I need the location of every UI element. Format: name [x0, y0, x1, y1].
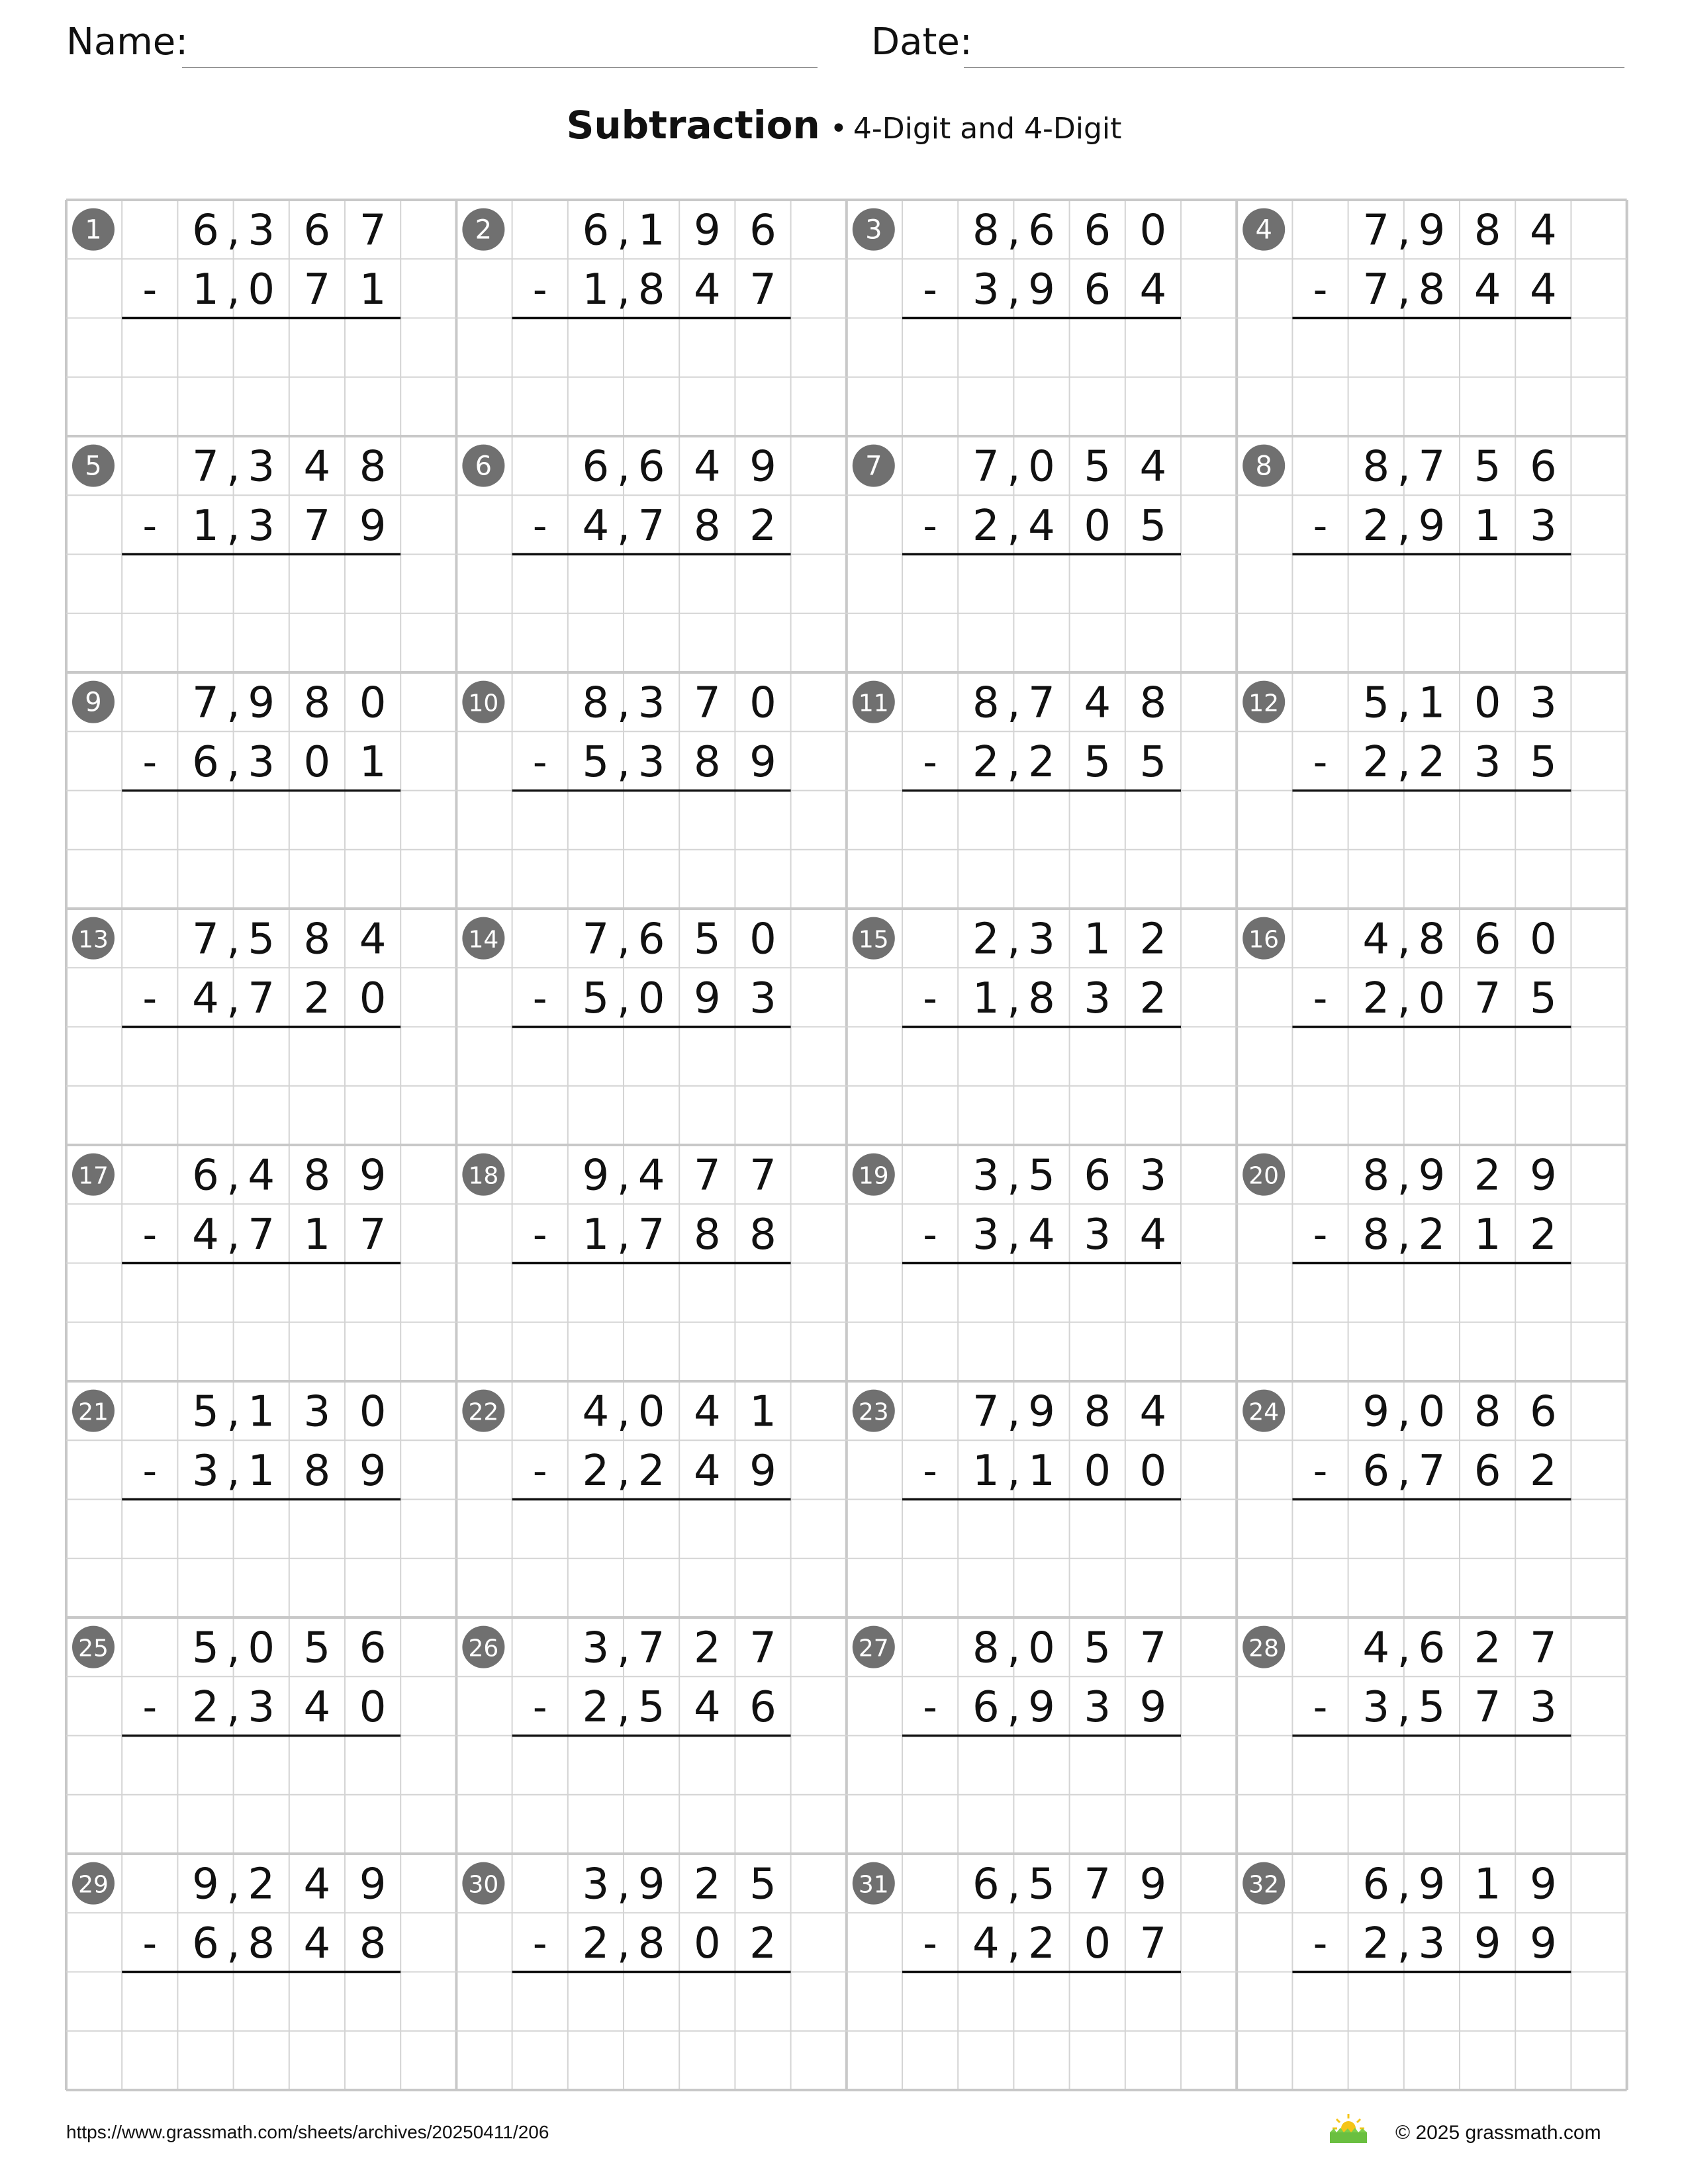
thousands-separator: ,	[616, 501, 631, 551]
thousands-separator: ,	[226, 1919, 240, 1968]
footer-url[interactable]: https://www.grassmath.com/sheets/archives/20250411/206	[66, 2122, 549, 2142]
minus-sign: -	[532, 1684, 547, 1731]
subtrahend: 2 0 7 5	[1362, 974, 1557, 1023]
minus-sign: -	[1313, 502, 1328, 549]
minus-sign: -	[532, 1447, 547, 1494]
thousands-separator: ,	[616, 206, 631, 255]
minuend: 4 0 4 1	[582, 1387, 776, 1437]
minus-sign: -	[1313, 1447, 1328, 1494]
minus-sign: -	[142, 1211, 158, 1258]
minus-sign: -	[532, 502, 547, 549]
subtrahend: 6 8 4 8	[192, 1919, 387, 1968]
minuend: 8 3 7 0	[582, 678, 776, 728]
subtrahend: 1 1 0 0	[972, 1446, 1167, 1496]
minuend: 5 0 5 6	[192, 1623, 387, 1673]
problem-number: 7	[865, 451, 882, 482]
problem-number: 18	[468, 1162, 499, 1190]
thousands-separator: ,	[616, 1446, 631, 1496]
minus-sign: -	[923, 266, 937, 313]
problem-number: 25	[78, 1635, 109, 1662]
title-bullet: •	[829, 112, 847, 146]
problem-number: 31	[858, 1871, 889, 1899]
problem-number: 10	[468, 690, 499, 717]
thousands-separator: ,	[226, 1151, 240, 1201]
problem-number: 22	[468, 1398, 499, 1426]
minus-sign: -	[142, 739, 158, 786]
title-main: Subtraction	[566, 103, 820, 148]
minus-sign: -	[923, 502, 937, 549]
thousands-separator: ,	[226, 265, 240, 314]
thousands-separator: ,	[1007, 1151, 1021, 1201]
minuend: 7 9 8 0	[192, 678, 387, 728]
thousands-separator: ,	[1007, 206, 1021, 255]
subtrahend: 6 3 0 1	[192, 737, 387, 787]
problem-number: 13	[78, 926, 109, 954]
subtrahend: 3 1 8 9	[192, 1446, 387, 1496]
subtrahend: 1 3 7 9	[192, 501, 387, 551]
thousands-separator: ,	[1007, 442, 1021, 492]
minuend: 6 6 4 9	[582, 442, 776, 492]
subtrahend: 2 3 9 9	[1362, 1919, 1557, 1968]
minuend: 8 9 2 9	[1362, 1151, 1557, 1201]
thousands-separator: ,	[1397, 1387, 1411, 1437]
subtrahend: 2 2 5 5	[972, 737, 1167, 787]
thousands-separator: ,	[1007, 1446, 1021, 1496]
thousands-separator: ,	[1007, 1919, 1021, 1968]
thousands-separator: ,	[1007, 915, 1021, 964]
problem-number: 2	[475, 214, 492, 246]
problem-number: 3	[865, 214, 882, 246]
minuend: 3 9 2 5	[582, 1860, 776, 1909]
subtrahend: 2 4 0 5	[972, 501, 1167, 551]
thousands-separator: ,	[226, 915, 240, 964]
subtrahend: 5 3 8 9	[582, 737, 776, 787]
subtrahend: 2 8 0 2	[582, 1919, 776, 1968]
thousands-separator: ,	[1007, 501, 1021, 551]
grass-sun-logo-icon	[1327, 2111, 1370, 2144]
problem-number: 6	[475, 451, 492, 482]
thousands-separator: ,	[616, 1210, 631, 1259]
problem-number: 4	[1255, 214, 1272, 246]
minuend: 6 5 7 9	[972, 1860, 1167, 1909]
subtrahend: 5 0 9 3	[582, 974, 776, 1023]
minus-sign: -	[142, 266, 158, 313]
thousands-separator: ,	[616, 442, 631, 492]
thousands-separator: ,	[1007, 974, 1021, 1023]
footer-copyright: © 2025 grassmath.com	[1395, 2122, 1601, 2144]
thousands-separator: ,	[1007, 1623, 1021, 1673]
minus-sign: -	[142, 1920, 158, 1967]
thousands-separator: ,	[1007, 678, 1021, 728]
thousands-separator: ,	[616, 1860, 631, 1909]
minus-sign: -	[923, 1684, 937, 1731]
problem-number: 15	[858, 926, 889, 954]
title-subtitle: 4-Digit and 4-Digit	[853, 112, 1122, 146]
thousands-separator: ,	[616, 1387, 631, 1437]
thousands-separator: ,	[1397, 1860, 1411, 1909]
minuend: 7 9 8 4	[972, 1387, 1167, 1437]
thousands-separator: ,	[226, 442, 240, 492]
minuend: 4 6 2 7	[1362, 1623, 1557, 1673]
minus-sign: -	[1313, 1684, 1328, 1731]
minuend: 8 7 4 8	[972, 678, 1167, 728]
problem-number: 27	[858, 1635, 889, 1662]
minuend: 5 1 0 3	[1362, 678, 1557, 728]
minuend: 7 0 5 4	[972, 442, 1167, 492]
minuend: 9 0 8 6	[1362, 1387, 1557, 1437]
minuend: 3 5 6 3	[972, 1151, 1167, 1201]
thousands-separator: ,	[1397, 206, 1411, 255]
subtrahend: 2 2 3 5	[1362, 737, 1557, 787]
thousands-separator: ,	[226, 678, 240, 728]
problem-number: 16	[1248, 926, 1280, 954]
problem-number: 11	[858, 690, 889, 717]
thousands-separator: ,	[1397, 974, 1411, 1023]
thousands-separator: ,	[1397, 1919, 1411, 1968]
problem-number: 30	[468, 1871, 499, 1899]
minuend: 8 0 5 7	[972, 1623, 1167, 1673]
subtrahend: 6 9 3 9	[972, 1682, 1167, 1732]
minus-sign: -	[1313, 975, 1328, 1022]
thousands-separator: ,	[1397, 1446, 1411, 1496]
problem-number: 28	[1248, 1635, 1280, 1662]
problem-number: 21	[78, 1398, 109, 1426]
thousands-separator: ,	[1397, 442, 1411, 492]
thousands-separator: ,	[1397, 265, 1411, 314]
thousands-separator: ,	[226, 1210, 240, 1259]
thousands-separator: ,	[226, 1860, 240, 1909]
minus-sign: -	[923, 1920, 937, 1967]
subtrahend: 4 7 1 7	[192, 1210, 387, 1259]
minus-sign: -	[532, 1920, 547, 1967]
subtrahend: 2 9 1 3	[1362, 501, 1557, 551]
minuend: 2 3 1 2	[972, 915, 1167, 964]
minus-sign: -	[1313, 1211, 1328, 1258]
thousands-separator: ,	[1397, 915, 1411, 964]
minus-sign: -	[923, 739, 937, 786]
subtrahend: 7 8 4 4	[1362, 265, 1557, 314]
subtrahend: 4 7 8 2	[582, 501, 776, 551]
thousands-separator: ,	[1007, 1210, 1021, 1259]
minus-sign: -	[1313, 266, 1328, 313]
minus-sign: -	[142, 1684, 158, 1731]
thousands-separator: ,	[226, 737, 240, 787]
thousands-separator: ,	[1007, 1682, 1021, 1732]
minus-sign: -	[532, 975, 547, 1022]
thousands-separator: ,	[1397, 501, 1411, 551]
minuend: 7 9 8 4	[1362, 206, 1557, 255]
thousands-separator: ,	[226, 1446, 240, 1496]
thousands-separator: ,	[616, 1682, 631, 1732]
minus-sign: -	[142, 502, 158, 549]
problem-number: 12	[1248, 690, 1280, 717]
thousands-separator: ,	[1397, 678, 1411, 728]
thousands-separator: ,	[1397, 1682, 1411, 1732]
thousands-separator: ,	[226, 1682, 240, 1732]
minuend: 7 5 8 4	[192, 915, 387, 964]
subtrahend: 1 8 3 2	[972, 974, 1167, 1023]
minus-sign: -	[532, 266, 547, 313]
thousands-separator: ,	[616, 737, 631, 787]
minuend: 6 1 9 6	[582, 206, 776, 255]
subtrahend: 2 3 4 0	[192, 1682, 387, 1732]
thousands-separator: ,	[616, 974, 631, 1023]
minuend: 8 6 6 0	[972, 206, 1167, 255]
subtrahend: 6 7 6 2	[1362, 1446, 1557, 1496]
thousands-separator: ,	[226, 1387, 240, 1437]
grid-lines	[66, 200, 1627, 2090]
thousands-separator: ,	[1007, 265, 1021, 314]
thousands-separator: ,	[1397, 1151, 1411, 1201]
thousands-separator: ,	[616, 1623, 631, 1673]
minuend: 9 4 7 7	[582, 1151, 776, 1201]
minuend: 6 4 8 9	[192, 1151, 387, 1201]
minus-sign: -	[1313, 739, 1328, 786]
thousands-separator: ,	[1397, 737, 1411, 787]
minuend: 9 2 4 9	[192, 1860, 387, 1909]
thousands-separator: ,	[616, 1151, 631, 1201]
minus-sign: -	[142, 1447, 158, 1494]
minuend: 8 7 5 6	[1362, 442, 1557, 492]
subtrahend: 2 2 4 9	[582, 1446, 776, 1496]
problem-number: 9	[85, 687, 102, 718]
thousands-separator: ,	[616, 1919, 631, 1968]
minus-sign: -	[532, 739, 547, 786]
problem-number: 5	[85, 451, 102, 482]
problem-number: 29	[78, 1871, 109, 1899]
thousands-separator: ,	[1397, 1210, 1411, 1259]
subtrahend: 1 0 7 1	[192, 265, 387, 314]
problem-number: 1	[85, 214, 102, 246]
problem-number: 20	[1248, 1162, 1280, 1190]
thousands-separator: ,	[616, 678, 631, 728]
date-label: Date:	[871, 21, 972, 64]
subtrahend: 8 2 1 2	[1362, 1210, 1557, 1259]
thousands-separator: ,	[1397, 1623, 1411, 1673]
minus-sign: -	[923, 975, 937, 1022]
problem-number: 14	[468, 926, 499, 954]
minuend: 7 6 5 0	[582, 915, 776, 964]
minus-sign: -	[142, 975, 158, 1022]
subtrahend: 4 7 2 0	[192, 974, 387, 1023]
subtrahend: 3 4 3 4	[972, 1210, 1167, 1259]
subtrahend: 1 7 8 8	[582, 1210, 776, 1259]
minus-sign: -	[923, 1211, 937, 1258]
thousands-separator: ,	[226, 206, 240, 255]
thousands-separator: ,	[616, 915, 631, 964]
problem-number: 19	[858, 1162, 889, 1190]
subtrahend: 2 5 4 6	[582, 1682, 776, 1732]
minuend: 6 3 6 7	[192, 206, 387, 255]
minuend: 5 1 3 0	[192, 1387, 387, 1437]
problem-number: 26	[468, 1635, 499, 1662]
minuend: 4 8 6 0	[1362, 915, 1557, 964]
minus-sign: -	[923, 1447, 937, 1494]
subtrahend: 3 5 7 3	[1362, 1682, 1557, 1732]
problem-number: 17	[78, 1162, 109, 1190]
thousands-separator: ,	[1007, 1387, 1021, 1437]
minuend: 7 3 4 8	[192, 442, 387, 492]
problem-number: 24	[1248, 1398, 1280, 1426]
subtrahend: 3 9 6 4	[972, 265, 1167, 314]
problem-number: 23	[858, 1398, 889, 1426]
name-label: Name:	[66, 21, 189, 64]
thousands-separator: ,	[616, 265, 631, 314]
thousands-separator: ,	[1007, 1860, 1021, 1909]
subtrahend: 1 8 4 7	[582, 265, 776, 314]
thousands-separator: ,	[226, 501, 240, 551]
subtrahend: 4 2 0 7	[972, 1919, 1167, 1968]
thousands-separator: ,	[226, 974, 240, 1023]
minuend: 3 7 2 7	[582, 1623, 776, 1673]
thousands-separator: ,	[226, 1623, 240, 1673]
minus-sign: -	[1313, 1920, 1328, 1967]
problem-number: 32	[1248, 1871, 1280, 1899]
thousands-separator: ,	[1007, 737, 1021, 787]
minus-sign: -	[532, 1211, 547, 1258]
minuend: 6 9 1 9	[1362, 1860, 1557, 1909]
problem-number: 8	[1255, 451, 1272, 482]
